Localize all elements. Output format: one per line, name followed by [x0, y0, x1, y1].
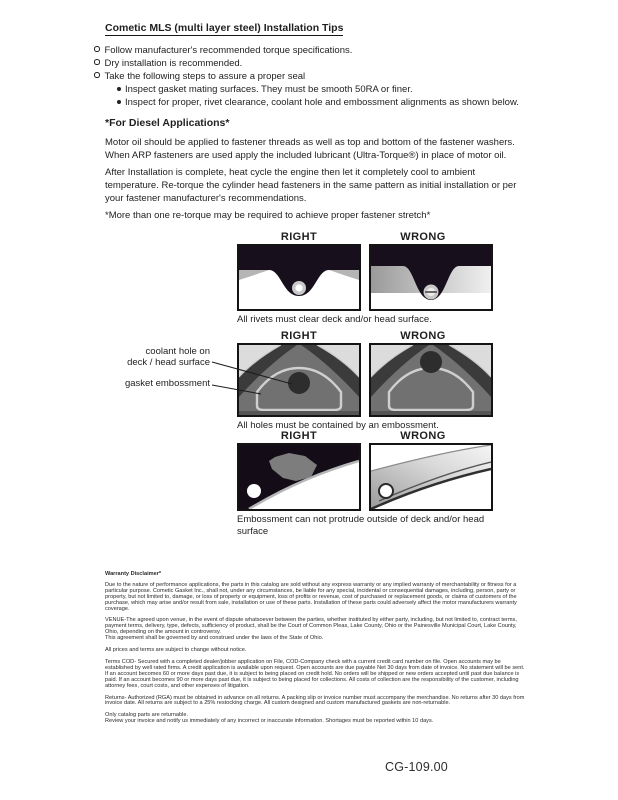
filled-bullet-icon [117, 87, 121, 91]
figure-caption: All rivets must clear deck and/or head surface. [237, 314, 432, 325]
list-item [94, 57, 519, 70]
tip-text: Take the following steps to assure a proper seal [104, 71, 306, 82]
figure-caption: Embossment can not protrude outside of deck and/or head surface [237, 514, 485, 537]
wrong-label: WRONG [400, 430, 446, 442]
coolant-wrong-panel [369, 343, 493, 417]
tip-text: Dry installation is recommended. [104, 58, 243, 69]
legal-paragraph: Only catalog parts are returnable. [105, 712, 189, 719]
embossment-wrong-panel [369, 443, 493, 511]
legal-paragraph: VENUE-The agreed upon venue, in the event of dispute whatsoever between the parties, whether instituted by either party, including, but not limited to, contract terms, payment terms, delivery, type, defects, sufficiency of product, shall be the Court of Common Pleas, Lake County, Ohio or the Painesville Municipal Court, Lake County, Ohio, depending on the amount in controversy. [105, 617, 517, 636]
open-bullet-icon [94, 59, 100, 65]
annotation-line: coolant hole on [145, 346, 210, 357]
legal-paragraph: Terms COD- Secured with a completed dealer/jobber application on File, COD-Company check with a current credit card number on file. Open accounts may be established by well rated firms. A credit application is available upon request. Open accounts are due payable Net 30 days from date of invoice. No statement will be sent. If an account becomes 60 or more days past due, it is subject to being placed on credit hold. No orders will be shipped or new orders accepted until past due balance is paid. If an account becomes 90 or more days past due, it is subject to being placed for collections. All costs of collection are the responsibility of the customer, including attorney fees, court costs, and other expenses of litigation. [105, 658, 525, 689]
diesel-applications-heading: *For Diesel Applications* [105, 117, 230, 129]
figure-embossment-protrusion [237, 430, 493, 537]
right-label: RIGHT [280, 430, 318, 442]
legal-paragraph: Returns- Authorized (RGA) must be obtained in advance on all returns. A packing slip or invoice number must accompany the merchandise. No returns after 30 days from invoice date. All returns are subject to a 25% restocking charge. All custom designed and custom manufactured gaskets are non-returnable. [105, 694, 525, 707]
leader-lines [205, 350, 305, 400]
legal-paragraph: Review your invoice and notify us immediately of any incorrect or inaccurate information. Shortages must be reported within 10 days. [105, 718, 434, 725]
figure-labels [237, 330, 493, 342]
legal-section [105, 572, 525, 731]
retorque-note: *More than one re-torque may be required to achieve proper fastener stretch* [105, 210, 431, 221]
figure-panels [237, 244, 493, 311]
tip-text: Follow manufacturer's recommended torque specifications. [104, 45, 353, 56]
wrong-label: WRONG [400, 330, 446, 342]
figure-caption: All holes must be contained by an embossment. [237, 420, 439, 431]
gasket-embossment-annotation: gasket embossment [124, 378, 210, 389]
list-item [94, 44, 519, 57]
right-label: RIGHT [280, 231, 318, 243]
figure-labels [237, 430, 493, 442]
legal-paragraph: This agreement shall be governed by and construed under the laws of the State of Ohio. [105, 635, 324, 642]
page-code: CG-109.00 [385, 760, 448, 774]
list-item [94, 70, 519, 83]
rivet-right-diagram [239, 246, 359, 309]
figure-rivet-clearance [237, 231, 493, 325]
diesel-paragraph: Motor oil should be applied to fastener threads as well as top and bottom of the fastener washers. When ARP fasteners are used apply the included lubricant (Ultra-Torque®) in place of motor oil. [105, 137, 515, 161]
embossment-right-panel [237, 443, 361, 511]
filled-bullet-icon [117, 100, 121, 104]
wrong-label: WRONG [400, 231, 446, 243]
annotation-line: deck / head surface [127, 356, 210, 368]
page-title: Cometic MLS (multi layer steel) Installation Tips [105, 22, 344, 34]
figure-labels [237, 231, 493, 243]
rivet-wrong-diagram [371, 246, 491, 309]
tip-text: Inspect for proper, rivet clearance, coolant hole and embossment alignments as shown below. [125, 97, 519, 108]
legal-paragraph: All prices and terms are subject to change without notice. [105, 647, 247, 654]
embossment-wrong-diagram [371, 445, 491, 509]
embossment-right-diagram [239, 445, 359, 509]
rivet-wrong-panel [369, 244, 493, 311]
warranty-disclaimer-heading: Warranty Disclaimer* [105, 571, 162, 577]
diesel-paragraph: After Installation is complete, heat cycle the engine then let it completely cool to ambient temperature. Re-torque the cylinder head fasteners in the same pattern as initial installation or per your fastener manufacturer's recommendations. [105, 167, 517, 204]
list-item [117, 83, 519, 96]
list-item [117, 96, 519, 109]
rivet-right-panel [237, 244, 361, 311]
legal-paragraph: Due to the nature of performance applications, the parts in this catalog are sold without any express warranty or any implied warranty of merchantability or fitness for a particular purpose. Cometic Gasket Inc., shall not, under any circumstances, be liable for any special, incidental or consequential damages, including, person, party or property, but not limited to, damage, or loss of property or equipment, loss of profits or revenue, cost of purchased or replacement goods, or claims of customers of the purchase, which may arise and/or result from sale, installation or use of these parts. Installation of these parts could adversely affect the motor manufacturers warranty coverage. [105, 581, 517, 612]
coolant-wrong-diagram [371, 345, 491, 415]
open-bullet-icon [94, 46, 100, 52]
figure-panels [237, 443, 493, 511]
installation-tips-list [94, 44, 519, 109]
open-bullet-icon [94, 72, 100, 78]
coolant-hole-annotation [95, 347, 210, 368]
right-label: RIGHT [280, 330, 318, 342]
tip-text: Inspect gasket mating surfaces. They must be smooth 50RA or finer. [125, 84, 413, 95]
